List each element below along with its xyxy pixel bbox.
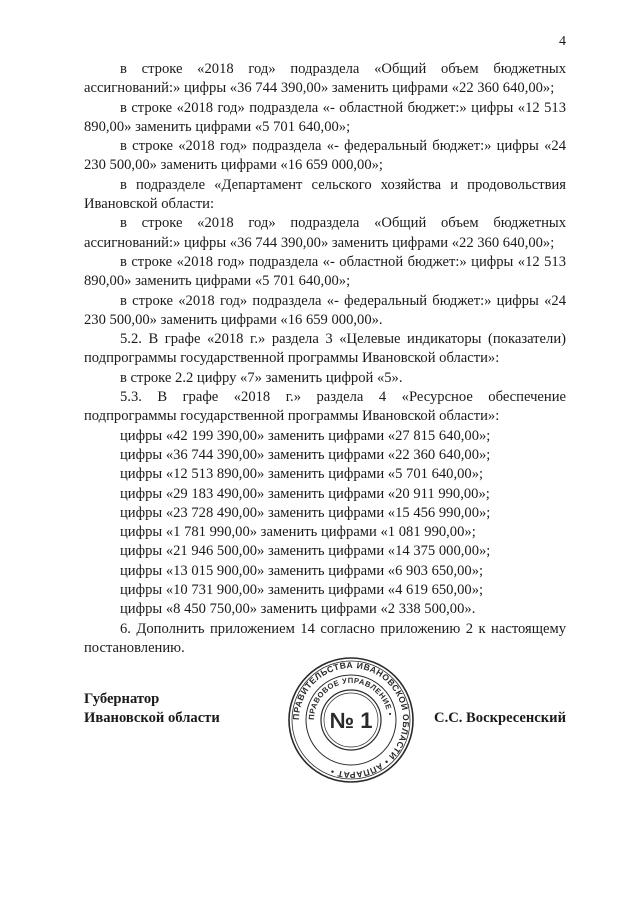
paragraph: в строке «2018 год» подраздела «Общий объем бюджетных ассигнований:» цифры «36 744 390,00» заменить цифрами «22 360 640,00»;	[84, 215, 566, 251]
paragraph: в строке 2.2 цифру «7» заменить цифрой «5».	[120, 369, 403, 386]
paragraph: в подразделе «Департамент сельского хозяйства и продовольствия Ивановской области:	[84, 176, 566, 213]
paragraph: цифры «36 744 390,00» заменить цифрами «22 360 640,00»;	[120, 446, 491, 463]
signatory-title-line: Губернатор	[84, 691, 160, 707]
paragraph: цифры «12 513 890,00» заменить цифрами «5 701 640,00»;	[120, 466, 484, 483]
signatory-name: С.С. Воскресенский	[434, 710, 566, 726]
signature-block	[84, 659, 566, 781]
paragraph: цифры «8 450 750,00» заменить цифрами «2 338 500,00».	[120, 601, 476, 618]
paragraph: в строке «2018 год» подраздела «- федеральный бюджет:» цифры «24 230 500,00» заменить цифрами «16 659 000,00».	[84, 292, 566, 328]
page-number: 4	[559, 34, 566, 49]
signatory-title	[84, 690, 220, 728]
paragraph: 5.2. В графе «2018 г.» раздела 3 «Целевые индикаторы (показатели) подпрограммы государственной программы Ивановской области»:	[84, 331, 566, 367]
paragraph: цифры «42 199 390,00» заменить цифрами «27 815 640,00»;	[120, 427, 491, 444]
paragraph: цифры «10 731 900,00» заменить цифрами «4 619 650,00»;	[120, 582, 484, 599]
paragraph: в строке «2018 год» подраздела «Общий объем бюджетных ассигнований:» цифры «36 744 390,00» заменить цифрами «22 360 640,00»;	[84, 61, 566, 97]
paragraph: цифры «29 183 490,00» заменить цифрами «20 911 990,00»;	[120, 485, 490, 502]
paragraph: 6. Дополнить приложением 14 согласно приложению 2 к настоящему постановлению.	[84, 620, 566, 656]
document-body	[84, 60, 566, 658]
paragraph: в строке «2018 год» подраздела «- областной бюджет:» цифры «12 513 890,00» заменить цифрами «5 701 640,00»;	[84, 253, 566, 290]
paragraph: цифры «21 946 500,00» заменить цифрами «14 375 000,00»;	[120, 543, 491, 560]
paragraph: 5.3. В графе «2018 г.» раздела 4 «Ресурсное обеспечение подпрограммы государственной программы Ивановской области»:	[84, 389, 566, 425]
paragraph: цифры «13 015 900,00» заменить цифрами «6 903 650,00»;	[120, 562, 484, 579]
signatory-title-line: Ивановской области	[84, 710, 220, 726]
seal-inner-text: ПРАВОВОЕ УПРАВЛЕНИЕ •	[306, 675, 395, 721]
paragraph: цифры «1 781 990,00» заменить цифрами «1 081 990,00»;	[120, 524, 476, 541]
paragraph: цифры «23 728 490,00» заменить цифрами «15 456 990,00»;	[120, 504, 491, 521]
official-seal	[286, 655, 416, 785]
seal-outer-text: ПРАВИТЕЛЬСТВА ИВАНОВСКОЙ ОБЛАСТИ • АППАРАТ •	[290, 659, 412, 781]
paragraph: в строке «2018 год» подраздела «- федеральный бюджет:» цифры «24 230 500,00» заменить цифрами «16 659 000,00»;	[84, 138, 566, 174]
seal-number: № 1	[329, 708, 373, 733]
paragraph: в строке «2018 год» подраздела «- областной бюджет:» цифры «12 513 890,00» заменить цифрами «5 701 640,00»;	[84, 99, 566, 135]
